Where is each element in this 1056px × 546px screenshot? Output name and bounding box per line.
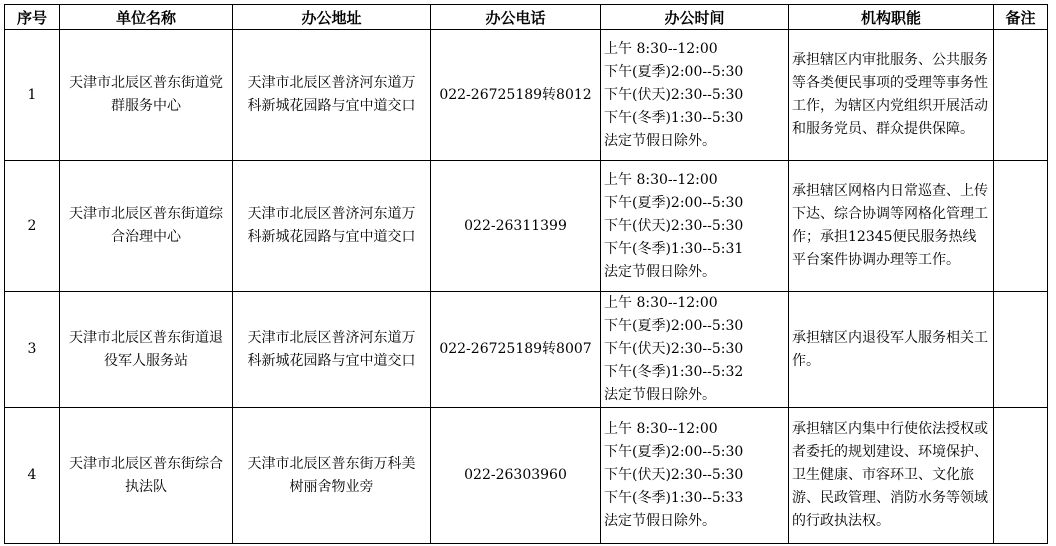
row-address: 天津市北辰区普济河东道万科新城花园路与宜中道交口	[233, 30, 431, 161]
office-info-table	[4, 4, 1048, 544]
row-note	[994, 30, 1048, 161]
row-hours: 上午 8:30--12:00 下午(夏季)2:00--5:30 下午(伏天)2:30--5:30 下午(冬季)1:30--5:33 法定节假日除外。	[601, 408, 789, 544]
table-row	[5, 30, 1048, 161]
table-row	[5, 408, 1048, 544]
row-no: 2	[5, 161, 60, 292]
row-address: 天津市北辰区普济河东道万科新城花园路与宜中道交口	[233, 161, 431, 292]
row-note	[994, 292, 1048, 408]
row-no: 4	[5, 408, 60, 544]
row-address: 天津市北辰区普济河东道万科新城花园路与宜中道交口	[233, 292, 431, 408]
row-hours: 上午 8:30--12:00 下午(夏季)2:00--5:30 下午(伏天)2:30--5:30 下午(冬季)1:30--5:31 法定节假日除外。	[601, 161, 789, 292]
row-no: 3	[5, 292, 60, 408]
row-hours: 上午 8:30--12:00 下午(夏季)2:00--5:30 下午(伏天)2:30--5:30 下午(冬季)1:30--5:30 法定节假日除外。	[601, 30, 789, 161]
header-address: 办公地址	[233, 5, 431, 30]
row-note	[994, 408, 1048, 544]
table-row	[5, 292, 1048, 408]
row-duty: 承担辖区内集中行使依法授权或者委托的规划建设、环境保护、卫生健康、市容环卫、文化旅游、民政管理、消防水务等领域的行政执法权。	[789, 408, 994, 544]
header-unit-name: 单位名称	[60, 5, 233, 30]
row-phone: 022-26311399	[431, 161, 601, 292]
row-duty: 承担辖区内退役军人服务相关工作。	[789, 292, 994, 408]
row-unit-name: 天津市北辰区普东街道综合治理中心	[60, 161, 233, 292]
header-duty: 机构职能	[789, 5, 994, 30]
row-unit-name: 天津市北辰区普东街道退役军人服务站	[60, 292, 233, 408]
row-address: 天津市北辰区普东街万科美树丽舍物业旁	[233, 408, 431, 544]
row-phone: 022-26725189转8012	[431, 30, 601, 161]
row-duty: 承担辖区内审批服务、公共服务等各类便民事项的受理等事务性工作，为辖区内党组织开展活动和服务党员、群众提供保障。	[789, 30, 994, 161]
row-duty: 承担辖区网格内日常巡查、上传下达、综合协调等网格化管理工作；承担12345便民服务热线平台案件协调办理等工作。	[789, 161, 994, 292]
table-row	[5, 161, 1048, 292]
row-note	[994, 161, 1048, 292]
row-hours: 上午 8:30--12:00 下午(夏季)2:00--5:30 下午(伏天)2:30--5:30 下午(冬季)1:30--5:32 法定节假日除外。	[601, 292, 789, 408]
header-note: 备注	[994, 5, 1048, 30]
table-header-row	[5, 5, 1048, 30]
row-phone: 022-26303960	[431, 408, 601, 544]
row-unit-name: 天津市北辰区普东街综合执法队	[60, 408, 233, 544]
row-phone: 022-26725189转8007	[431, 292, 601, 408]
row-unit-name: 天津市北辰区普东街道党群服务中心	[60, 30, 233, 161]
row-no: 1	[5, 30, 60, 161]
header-phone: 办公电话	[431, 5, 601, 30]
header-no: 序号	[5, 5, 60, 30]
header-hours: 办公时间	[601, 5, 789, 30]
